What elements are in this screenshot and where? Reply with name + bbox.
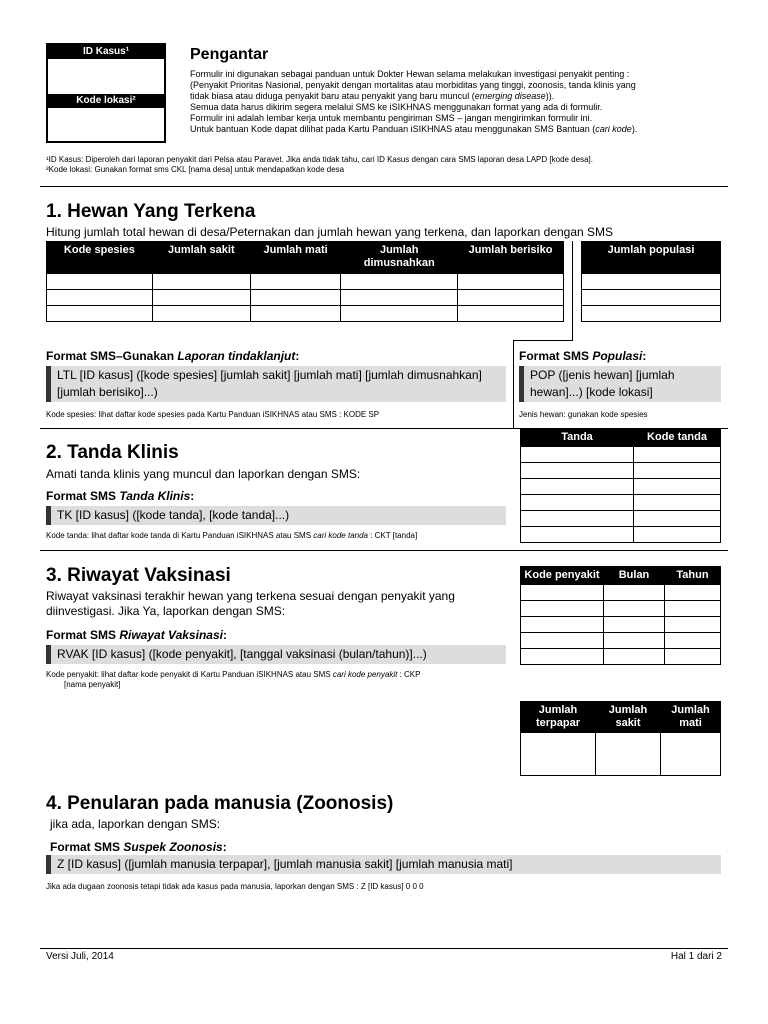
label-span: Riwayat Vaksinasi xyxy=(119,628,223,642)
ltl-format-box: LTL [ID kasus] ([kode spesies] [jumlah sakit] [jumlah mati] [jumlah dimusnahkan] [jumlah berisiko]...) xyxy=(46,366,506,402)
id-box xyxy=(46,43,166,143)
id-kasus-field[interactable] xyxy=(48,59,164,94)
cell[interactable] xyxy=(341,274,458,290)
cell[interactable] xyxy=(596,733,661,776)
cell[interactable] xyxy=(458,290,564,306)
table-row xyxy=(521,447,721,463)
cell[interactable] xyxy=(665,585,721,601)
col-bulan: Bulan xyxy=(604,567,665,585)
table-row xyxy=(47,306,564,322)
note-span: cari kode penyakit xyxy=(332,670,398,679)
desc-line: Riwayat vaksinasi terakhir hewan yang terkena sesuai dengan penyakit yang xyxy=(46,589,455,603)
intro-span: tidak biasa atau diduga penyakit baru atau penyakit yang baru muncul ( xyxy=(190,91,475,101)
cell[interactable] xyxy=(521,585,604,601)
kode-lokasi-field[interactable] xyxy=(48,108,164,143)
rvak-format-label xyxy=(46,628,227,643)
tk-format-box: TK [ID kasus] ([kode tanda], [kode tanda]...) xyxy=(46,506,506,525)
cell[interactable] xyxy=(634,495,721,511)
table-row xyxy=(47,290,564,306)
cell[interactable] xyxy=(521,649,604,665)
col-jumlah-sakit: Jumlah sakit xyxy=(152,242,250,274)
cell[interactable] xyxy=(634,527,721,543)
cell[interactable] xyxy=(250,290,340,306)
table-row xyxy=(521,633,721,649)
cell[interactable] xyxy=(458,306,564,322)
col-tahun: Tahun xyxy=(665,567,721,585)
col-jumlah-berisiko: Jumlah berisiko xyxy=(458,242,564,274)
separator-line xyxy=(513,340,573,341)
col-jumlah-mati: Jumlah mati xyxy=(661,702,721,733)
note-span: : CKT [tanda] xyxy=(367,531,418,540)
species-code-note: Kode spesies: lihat daftar kode spesies pada Kartu Panduan iSIKHNAS atau SMS : KODE SP xyxy=(46,410,380,419)
intro-span: emerging disease xyxy=(474,91,546,101)
cell[interactable] xyxy=(521,617,604,633)
col-kode-spesies: Kode spesies xyxy=(47,242,153,274)
divider xyxy=(40,186,728,187)
kode-lokasi-label: Kode lokasi² xyxy=(48,94,164,108)
cell[interactable] xyxy=(634,463,721,479)
cell[interactable] xyxy=(521,511,634,527)
note-span: Kode tanda: lihat daftar kode tanda di Kartu Panduan iSIKHNAS atau SMS xyxy=(46,531,314,540)
cell[interactable] xyxy=(604,617,665,633)
cell[interactable] xyxy=(47,290,153,306)
cell[interactable] xyxy=(152,290,250,306)
cell[interactable] xyxy=(458,274,564,290)
label-span: Laporan tindaklanjut xyxy=(177,349,296,363)
cell[interactable] xyxy=(665,617,721,633)
zoonosis-note: Jika ada dugaan zoonosis tetapi tidak ada kasus pada manusia, laporkan dengan SMS : Z [ID kasus] 0 0 0 xyxy=(46,882,424,891)
cell[interactable] xyxy=(634,479,721,495)
cell[interactable] xyxy=(47,306,153,322)
divider xyxy=(40,550,728,551)
table-row xyxy=(521,601,721,617)
z-format-label xyxy=(50,840,227,855)
label-span: Format SMS xyxy=(46,489,120,503)
intro-span: cari kode xyxy=(595,124,632,134)
cell[interactable] xyxy=(521,527,634,543)
note-span: : CKP xyxy=(397,670,421,679)
page-number: Hal 1 dari 2 xyxy=(670,951,722,962)
affected-animals-table xyxy=(46,241,564,322)
table-row xyxy=(521,511,721,527)
label-span: Tanda Klinis xyxy=(119,489,191,503)
intro-title: Pengantar xyxy=(190,46,269,63)
col-kode-tanda: Kode tanda xyxy=(634,429,721,447)
label-span: Suspek Zoonosis xyxy=(123,840,223,854)
cell[interactable] xyxy=(582,274,721,290)
cell[interactable] xyxy=(521,479,634,495)
note-span: cari kode tanda xyxy=(313,531,368,540)
cell[interactable] xyxy=(634,511,721,527)
intro-line: Formulir ini adalah lembar kerja untuk membantu pengiriman SMS – jangan mengirimkan formulir ini. xyxy=(190,113,593,123)
cell[interactable] xyxy=(521,601,604,617)
col-jumlah-dimusnahkan: Jumlah dimusnahkan xyxy=(341,242,458,274)
cell[interactable] xyxy=(604,585,665,601)
section-4-title: 4. Penularan pada manusia (Zoonosis) xyxy=(46,793,394,814)
pop-format-box: POP ([jenis hewan] [jumlah hewan]...) [kode lokasi] xyxy=(519,366,721,402)
cell[interactable] xyxy=(521,447,634,463)
separator-line xyxy=(513,340,514,428)
section-2-title: 2. Tanda Klinis xyxy=(46,442,179,463)
id-kasus-label: ID Kasus¹ xyxy=(48,45,164,59)
population-table xyxy=(581,241,721,322)
cell[interactable] xyxy=(665,633,721,649)
intro-span: )). xyxy=(545,91,555,101)
desc-line: diinvestigasi. Jika Ya, laporkan dengan SMS: xyxy=(46,604,286,618)
table-row xyxy=(521,585,721,601)
table-row xyxy=(47,274,564,290)
label-span: : xyxy=(222,840,227,854)
cell[interactable] xyxy=(341,290,458,306)
ltl-format-label xyxy=(46,349,299,364)
animal-type-note: Jenis hewan: gunakan kode spesies xyxy=(519,410,648,419)
cell[interactable] xyxy=(521,463,634,479)
disease-code-note xyxy=(46,670,506,690)
intro-span: ). xyxy=(631,124,638,134)
intro-line xyxy=(190,91,730,102)
col-jumlah-sakit: Jumlah sakit xyxy=(596,702,661,733)
cell[interactable] xyxy=(152,274,250,290)
cell[interactable] xyxy=(634,447,721,463)
table-row xyxy=(521,649,721,665)
cell[interactable] xyxy=(604,601,665,617)
table-row xyxy=(521,617,721,633)
zoonosis-count-table xyxy=(520,701,721,776)
label-span: Format SMS–Gunakan xyxy=(46,349,178,363)
note-line: [nama penyakit] xyxy=(64,680,121,689)
footer-divider xyxy=(40,948,728,949)
rvak-format-box: RVAK [ID kasus] ([kode penyakit], [tanggal vaksinasi (bulan/tahun)]...) xyxy=(46,645,506,664)
note-line xyxy=(46,670,506,680)
table-row xyxy=(521,463,721,479)
cell[interactable] xyxy=(250,306,340,322)
col-jumlah-populasi: Jumlah populasi xyxy=(582,242,721,274)
table-row xyxy=(521,495,721,511)
pop-format-label xyxy=(519,349,646,364)
cell[interactable] xyxy=(665,601,721,617)
label-span: : xyxy=(295,349,300,363)
table-row xyxy=(521,527,721,543)
table-row xyxy=(582,306,721,322)
footnote-1: ¹ID Kasus: Diperoleh dari laporan penyakit dari Pelsa atau Paravet. Jika anda tidak tahu, cari ID Kasus dengan cara SMS laporan desa LAPD [kode desa]. xyxy=(46,155,593,164)
section-3-desc xyxy=(46,589,506,619)
label-span: : xyxy=(222,628,227,642)
cell[interactable] xyxy=(661,733,721,776)
label-span: : xyxy=(642,349,647,363)
label-span: Populasi xyxy=(592,349,643,363)
header-footnotes xyxy=(46,155,736,175)
cell[interactable] xyxy=(665,649,721,665)
label-span: Format SMS xyxy=(46,628,120,642)
tk-format-label xyxy=(46,489,194,504)
table-row xyxy=(582,290,721,306)
intro-line: Semua data harus dikirim segera melalui SMS ke iSIKHNAS menggunakan format yang ada di formulir. xyxy=(190,102,603,112)
section-2-desc: Amati tanda klinis yang muncul dan laporkan dengan SMS: xyxy=(46,467,361,481)
table-row xyxy=(582,274,721,290)
section-3-title: 3. Riwayat Vaksinasi xyxy=(46,565,231,586)
col-jumlah-terpapar: Jumlah terpapar xyxy=(521,702,596,733)
cell[interactable] xyxy=(582,290,721,306)
label-span: Format SMS xyxy=(50,840,124,854)
footnote-2: ²Kode lokasi: Gunakan format sms CKL [nama desa] untuk mendapatkan kode desa xyxy=(46,165,345,174)
cell[interactable] xyxy=(604,649,665,665)
label-span: : xyxy=(190,489,195,503)
cell[interactable] xyxy=(582,306,721,322)
clinical-signs-table xyxy=(520,428,721,543)
note-span: Kode penyakit: lihat daftar kode penyakit di Kartu Panduan iSIKHNAS atau SMS xyxy=(46,670,333,679)
cell[interactable] xyxy=(47,274,153,290)
cell[interactable] xyxy=(521,733,596,776)
cell[interactable] xyxy=(604,633,665,649)
separator-line xyxy=(572,241,573,341)
intro-span: Untuk bantuan Kode dapat dilihat pada Kartu Panduan iSIKHNAS atau menggunakan SMS Bantuan ( xyxy=(190,124,596,134)
col-kode-penyakit: Kode penyakit xyxy=(521,567,604,585)
intro-text xyxy=(190,69,730,135)
intro-line: (Penyakit Prioritas Nasional, penyakit dengan mortalitas atau morbiditas yang tinggi, zoonosis, tanda klinis yang xyxy=(190,80,636,90)
intro-line: Formulir ini digunakan sebagai panduan untuk Dokter Hewan selama melakukan investigasi penyakit penting : xyxy=(190,69,630,79)
z-format-box: Z [ID kasus] ([jumlah manusia terpapar], [jumlah manusia sakit] [jumlah manusia mati] xyxy=(46,855,721,874)
col-jumlah-mati: Jumlah mati xyxy=(250,242,340,274)
vaccination-table xyxy=(520,566,721,665)
intro-line xyxy=(190,124,730,135)
section-1-title: 1. Hewan Yang Terkena xyxy=(46,201,256,222)
cell[interactable] xyxy=(152,306,250,322)
table-row xyxy=(521,733,721,776)
sign-code-note xyxy=(46,531,417,541)
cell[interactable] xyxy=(250,274,340,290)
cell[interactable] xyxy=(341,306,458,322)
cell[interactable] xyxy=(521,495,634,511)
version-label: Versi Juli, 2014 xyxy=(46,951,114,962)
label-span: Format SMS xyxy=(519,349,593,363)
section-4-desc: jika ada, laporkan dengan SMS: xyxy=(50,817,221,831)
section-1-desc: Hitung jumlah total hewan di desa/Peternakan dan jumlah hewan yang terkena, dan laporkan dengan SMS xyxy=(46,225,614,239)
col-tanda: Tanda xyxy=(521,429,634,447)
table-row xyxy=(521,479,721,495)
cell[interactable] xyxy=(521,633,604,649)
